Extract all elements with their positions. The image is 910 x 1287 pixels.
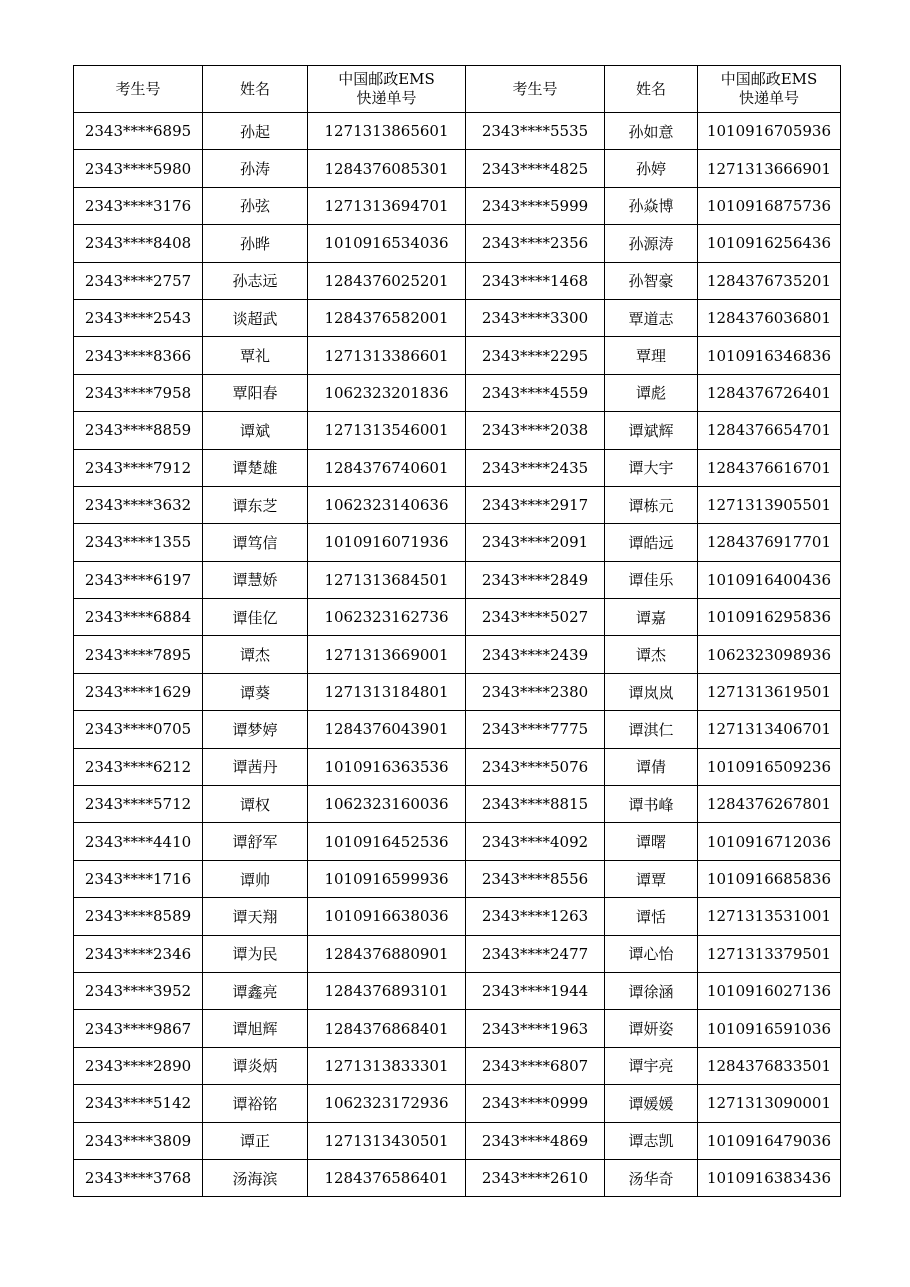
table-row: [74, 786, 841, 823]
name-cell-left: 谈超武: [203, 299, 308, 336]
header-ems-right: [698, 66, 841, 113]
table-row: [74, 524, 841, 561]
name-cell-right: 谭书峰: [605, 786, 698, 823]
header-name-left: 姓名: [203, 66, 308, 113]
name-cell-left: 谭为民: [203, 935, 308, 972]
ems-number-cell-right: 1010916875736: [698, 187, 841, 224]
name-cell-left: 谭梦婷: [203, 711, 308, 748]
ems-number-cell-left: 1284376582001: [308, 299, 466, 336]
ems-number-cell-right: 1010916712036: [698, 823, 841, 860]
name-cell-right: 谭斌辉: [605, 412, 698, 449]
ems-number-cell-right: 1271313531001: [698, 898, 841, 935]
exam-no-cell-left: 2343****5712: [74, 786, 203, 823]
table-row: [74, 412, 841, 449]
ems-number-cell-right: 1284376654701: [698, 412, 841, 449]
ems-number-cell-left: 1010916363536: [308, 748, 466, 785]
exam-no-cell-right: 2343****2356: [466, 225, 605, 262]
ems-number-cell-left: 1062323201836: [308, 374, 466, 411]
name-cell-left: 孙起: [203, 113, 308, 150]
name-cell-left: 谭鑫亮: [203, 972, 308, 1009]
name-cell-right: 孙智豪: [605, 262, 698, 299]
ems-number-cell-right: 1010916027136: [698, 972, 841, 1009]
ems-number-cell-left: 1271313865601: [308, 113, 466, 150]
exam-no-cell-right: 2343****8556: [466, 860, 605, 897]
exam-no-cell-right: 2343****0999: [466, 1085, 605, 1122]
exam-no-cell-left: 2343****8366: [74, 337, 203, 374]
ems-number-cell-right: 1271313406701: [698, 711, 841, 748]
ems-number-cell-right: 1284376267801: [698, 786, 841, 823]
ems-number-cell-right: 1284376917701: [698, 524, 841, 561]
ems-number-cell-left: 1271313430501: [308, 1122, 466, 1159]
name-cell-right: 谭宇亮: [605, 1047, 698, 1084]
exam-no-cell-right: 2343****7775: [466, 711, 605, 748]
ems-number-cell-left: 1010916638036: [308, 898, 466, 935]
exam-no-cell-left: 2343****3176: [74, 187, 203, 224]
table-row: [74, 1010, 841, 1047]
ems-number-cell-right: 1010916383436: [698, 1159, 841, 1196]
exam-no-cell-left: 2343****9867: [74, 1010, 203, 1047]
name-cell-left: 覃阳春: [203, 374, 308, 411]
ems-number-cell-right: 1010916295836: [698, 599, 841, 636]
table-row: [74, 374, 841, 411]
ems-number-cell-right: 1284376726401: [698, 374, 841, 411]
exam-no-cell-right: 2343****2295: [466, 337, 605, 374]
name-cell-right: 谭佳乐: [605, 561, 698, 598]
ems-number-cell-right: 1010916509236: [698, 748, 841, 785]
exam-no-cell-left: 2343****1355: [74, 524, 203, 561]
exam-no-cell-right: 2343****5535: [466, 113, 605, 150]
name-cell-right: 谭心怡: [605, 935, 698, 972]
ems-number-cell-right: 1284376833501: [698, 1047, 841, 1084]
header-ems-line2-left: 快递单号: [356, 89, 417, 107]
table-row: [74, 299, 841, 336]
table-body: [74, 113, 841, 1197]
exam-no-cell-left: 2343****6884: [74, 599, 203, 636]
exam-no-cell-left: 2343****0705: [74, 711, 203, 748]
name-cell-left: 谭斌: [203, 412, 308, 449]
name-cell-right: 覃理: [605, 337, 698, 374]
name-cell-right: 谭淇仁: [605, 711, 698, 748]
ems-number-cell-left: 1062323162736: [308, 599, 466, 636]
ems-number-cell-left: 1271313546001: [308, 412, 466, 449]
ems-number-cell-left: 1284376586401: [308, 1159, 466, 1196]
name-cell-right: 谭杰: [605, 636, 698, 673]
name-cell-left: 谭正: [203, 1122, 308, 1159]
table-row: [74, 823, 841, 860]
ems-number-cell-right: 1271313905501: [698, 486, 841, 523]
name-cell-right: 谭大宇: [605, 449, 698, 486]
exam-no-cell-right: 2343****4559: [466, 374, 605, 411]
exam-no-cell-right: 2343****1963: [466, 1010, 605, 1047]
ems-number-cell-right: 1284376036801: [698, 299, 841, 336]
table-row: [74, 673, 841, 710]
name-cell-right: 孙源涛: [605, 225, 698, 262]
exam-no-cell-left: 2343****2757: [74, 262, 203, 299]
name-cell-left: 覃礼: [203, 337, 308, 374]
name-cell-right: 孙婷: [605, 150, 698, 187]
exam-no-cell-left: 2343****2890: [74, 1047, 203, 1084]
table-row: [74, 748, 841, 785]
exam-no-cell-left: 2343****6212: [74, 748, 203, 785]
ems-number-cell-right: 1062323098936: [698, 636, 841, 673]
table-row: [74, 935, 841, 972]
exam-no-cell-right: 2343****6807: [466, 1047, 605, 1084]
table-row: [74, 972, 841, 1009]
name-cell-left: 汤海滨: [203, 1159, 308, 1196]
exam-no-cell-right: 2343****8815: [466, 786, 605, 823]
name-cell-left: 谭佳亿: [203, 599, 308, 636]
ems-number-cell-left: 1271313694701: [308, 187, 466, 224]
exam-no-cell-left: 2343****2346: [74, 935, 203, 972]
exam-no-cell-right: 2343****5076: [466, 748, 605, 785]
name-cell-left: 谭东芝: [203, 486, 308, 523]
table-header: [74, 66, 841, 113]
header-exam-no-right: 考生号: [466, 66, 605, 113]
name-cell-right: 覃道志: [605, 299, 698, 336]
exam-no-cell-right: 2343****2380: [466, 673, 605, 710]
ems-number-cell-left: 1271313184801: [308, 673, 466, 710]
name-cell-left: 谭舒军: [203, 823, 308, 860]
table-row: [74, 1047, 841, 1084]
ems-number-cell-right: 1284376735201: [698, 262, 841, 299]
name-cell-right: 谭岚岚: [605, 673, 698, 710]
exam-no-cell-left: 2343****7958: [74, 374, 203, 411]
ems-number-cell-left: 1271313684501: [308, 561, 466, 598]
exam-no-cell-left: 2343****8408: [74, 225, 203, 262]
table-row: [74, 486, 841, 523]
exam-no-cell-right: 2343****2038: [466, 412, 605, 449]
name-cell-left: 谭笃信: [203, 524, 308, 561]
name-cell-right: 谭媛媛: [605, 1085, 698, 1122]
exam-no-cell-left: 2343****4410: [74, 823, 203, 860]
name-cell-left: 谭帅: [203, 860, 308, 897]
exam-no-cell-right: 2343****2439: [466, 636, 605, 673]
name-cell-right: 孙焱博: [605, 187, 698, 224]
name-cell-left: 孙志远: [203, 262, 308, 299]
ems-number-cell-left: 1010916071936: [308, 524, 466, 561]
table-row: [74, 187, 841, 224]
name-cell-left: 谭楚雄: [203, 449, 308, 486]
ems-number-cell-right: 1010916479036: [698, 1122, 841, 1159]
header-ems-left: [308, 66, 466, 113]
name-cell-right: 谭妍姿: [605, 1010, 698, 1047]
name-cell-right: 谭曙: [605, 823, 698, 860]
ems-number-cell-left: 1010916452536: [308, 823, 466, 860]
name-cell-right: 汤华奇: [605, 1159, 698, 1196]
table-row: [74, 636, 841, 673]
exam-no-cell-left: 2343****3809: [74, 1122, 203, 1159]
exam-no-cell-right: 2343****4869: [466, 1122, 605, 1159]
table-row: [74, 1085, 841, 1122]
name-cell-left: 孙晔: [203, 225, 308, 262]
ems-number-cell-left: 1010916534036: [308, 225, 466, 262]
ems-number-cell-right: 1010916705936: [698, 113, 841, 150]
name-cell-right: 谭志凯: [605, 1122, 698, 1159]
exam-no-cell-left: 2343****7895: [74, 636, 203, 673]
exam-no-cell-left: 2343****3768: [74, 1159, 203, 1196]
name-cell-right: 谭覃: [605, 860, 698, 897]
exam-no-cell-right: 2343****2477: [466, 935, 605, 972]
ems-number-cell-left: 1284376893101: [308, 972, 466, 1009]
table-row: [74, 711, 841, 748]
ems-number-cell-right: 1010916256436: [698, 225, 841, 262]
name-cell-left: 谭葵: [203, 673, 308, 710]
ems-number-cell-left: 1284376880901: [308, 935, 466, 972]
ems-number-cell-right: 1271313090001: [698, 1085, 841, 1122]
table-row: [74, 225, 841, 262]
exam-no-cell-left: 2343****8589: [74, 898, 203, 935]
ems-number-cell-right: 1010916400436: [698, 561, 841, 598]
exam-no-cell-right: 2343****5999: [466, 187, 605, 224]
ems-number-cell-left: 1062323172936: [308, 1085, 466, 1122]
name-cell-left: 谭天翔: [203, 898, 308, 935]
name-cell-left: 谭权: [203, 786, 308, 823]
table-row: [74, 113, 841, 150]
name-cell-left: 谭旭辉: [203, 1010, 308, 1047]
name-cell-right: 谭倩: [605, 748, 698, 785]
name-cell-right: 谭嘉: [605, 599, 698, 636]
ems-tracking-table: [73, 65, 841, 1197]
name-cell-right: 谭彪: [605, 374, 698, 411]
ems-number-cell-right: 1271313666901: [698, 150, 841, 187]
name-cell-right: 谭恬: [605, 898, 698, 935]
exam-no-cell-right: 2343****1263: [466, 898, 605, 935]
exam-no-cell-right: 2343****3300: [466, 299, 605, 336]
table-row: [74, 599, 841, 636]
name-cell-right: 谭栋元: [605, 486, 698, 523]
exam-no-cell-right: 2343****4092: [466, 823, 605, 860]
name-cell-left: 谭炎炳: [203, 1047, 308, 1084]
exam-no-cell-left: 2343****3952: [74, 972, 203, 1009]
table-row: [74, 1122, 841, 1159]
header-ems-line1-right: 中国邮政EMS: [720, 70, 818, 88]
name-cell-right: 谭徐涵: [605, 972, 698, 1009]
name-cell-right: 谭皓远: [605, 524, 698, 561]
exam-no-cell-left: 2343****6895: [74, 113, 203, 150]
exam-no-cell-left: 2343****1629: [74, 673, 203, 710]
name-cell-left: 谭杰: [203, 636, 308, 673]
ems-number-cell-right: 1284376616701: [698, 449, 841, 486]
ems-number-cell-left: 1271313669001: [308, 636, 466, 673]
table-row: [74, 262, 841, 299]
header-ems-line1-left: 中国邮政EMS: [338, 70, 435, 88]
exam-no-cell-right: 2343****5027: [466, 599, 605, 636]
ems-number-cell-left: 1284376025201: [308, 262, 466, 299]
exam-no-cell-left: 2343****7912: [74, 449, 203, 486]
ems-number-cell-left: 1284376868401: [308, 1010, 466, 1047]
table-row: [74, 561, 841, 598]
exam-no-cell-right: 2343****1944: [466, 972, 605, 1009]
exam-no-cell-left: 2343****5142: [74, 1085, 203, 1122]
ems-number-cell-left: 1062323140636: [308, 486, 466, 523]
exam-no-cell-right: 2343****2610: [466, 1159, 605, 1196]
table-row: [74, 898, 841, 935]
table-row: [74, 337, 841, 374]
ems-number-cell-right: 1010916685836: [698, 860, 841, 897]
exam-no-cell-left: 2343****8859: [74, 412, 203, 449]
ems-number-cell-right: 1010916346836: [698, 337, 841, 374]
header-exam-no-left: 考生号: [74, 66, 203, 113]
ems-number-cell-left: 1271313833301: [308, 1047, 466, 1084]
name-cell-left: 孙弦: [203, 187, 308, 224]
header-row: [74, 66, 841, 113]
exam-no-cell-right: 2343****1468: [466, 262, 605, 299]
ems-tracking-table-sheet: [73, 65, 841, 1197]
exam-no-cell-left: 2343****6197: [74, 561, 203, 598]
ems-number-cell-left: 1271313386601: [308, 337, 466, 374]
exam-no-cell-right: 2343****2917: [466, 486, 605, 523]
exam-no-cell-left: 2343****3632: [74, 486, 203, 523]
ems-number-cell-right: 1010916591036: [698, 1010, 841, 1047]
table-row: [74, 150, 841, 187]
ems-number-cell-left: 1284376043901: [308, 711, 466, 748]
exam-no-cell-left: 2343****2543: [74, 299, 203, 336]
name-cell-right: 孙如意: [605, 113, 698, 150]
ems-number-cell-left: 1010916599936: [308, 860, 466, 897]
exam-no-cell-left: 2343****1716: [74, 860, 203, 897]
ems-number-cell-left: 1062323160036: [308, 786, 466, 823]
exam-no-cell-right: 2343****2849: [466, 561, 605, 598]
name-cell-left: 孙涛: [203, 150, 308, 187]
ems-number-cell-right: 1271313619501: [698, 673, 841, 710]
exam-no-cell-left: 2343****5980: [74, 150, 203, 187]
exam-no-cell-right: 2343****4825: [466, 150, 605, 187]
name-cell-left: 谭裕铭: [203, 1085, 308, 1122]
ems-number-cell-left: 1284376085301: [308, 150, 466, 187]
table-row: [74, 449, 841, 486]
exam-no-cell-right: 2343****2435: [466, 449, 605, 486]
header-ems-line2-right: 快递单号: [738, 89, 799, 107]
table-row: [74, 860, 841, 897]
name-cell-left: 谭慧娇: [203, 561, 308, 598]
name-cell-left: 谭茜丹: [203, 748, 308, 785]
header-name-right: 姓名: [605, 66, 698, 113]
ems-number-cell-right: 1271313379501: [698, 935, 841, 972]
ems-number-cell-left: 1284376740601: [308, 449, 466, 486]
exam-no-cell-right: 2343****2091: [466, 524, 605, 561]
table-row: [74, 1159, 841, 1196]
